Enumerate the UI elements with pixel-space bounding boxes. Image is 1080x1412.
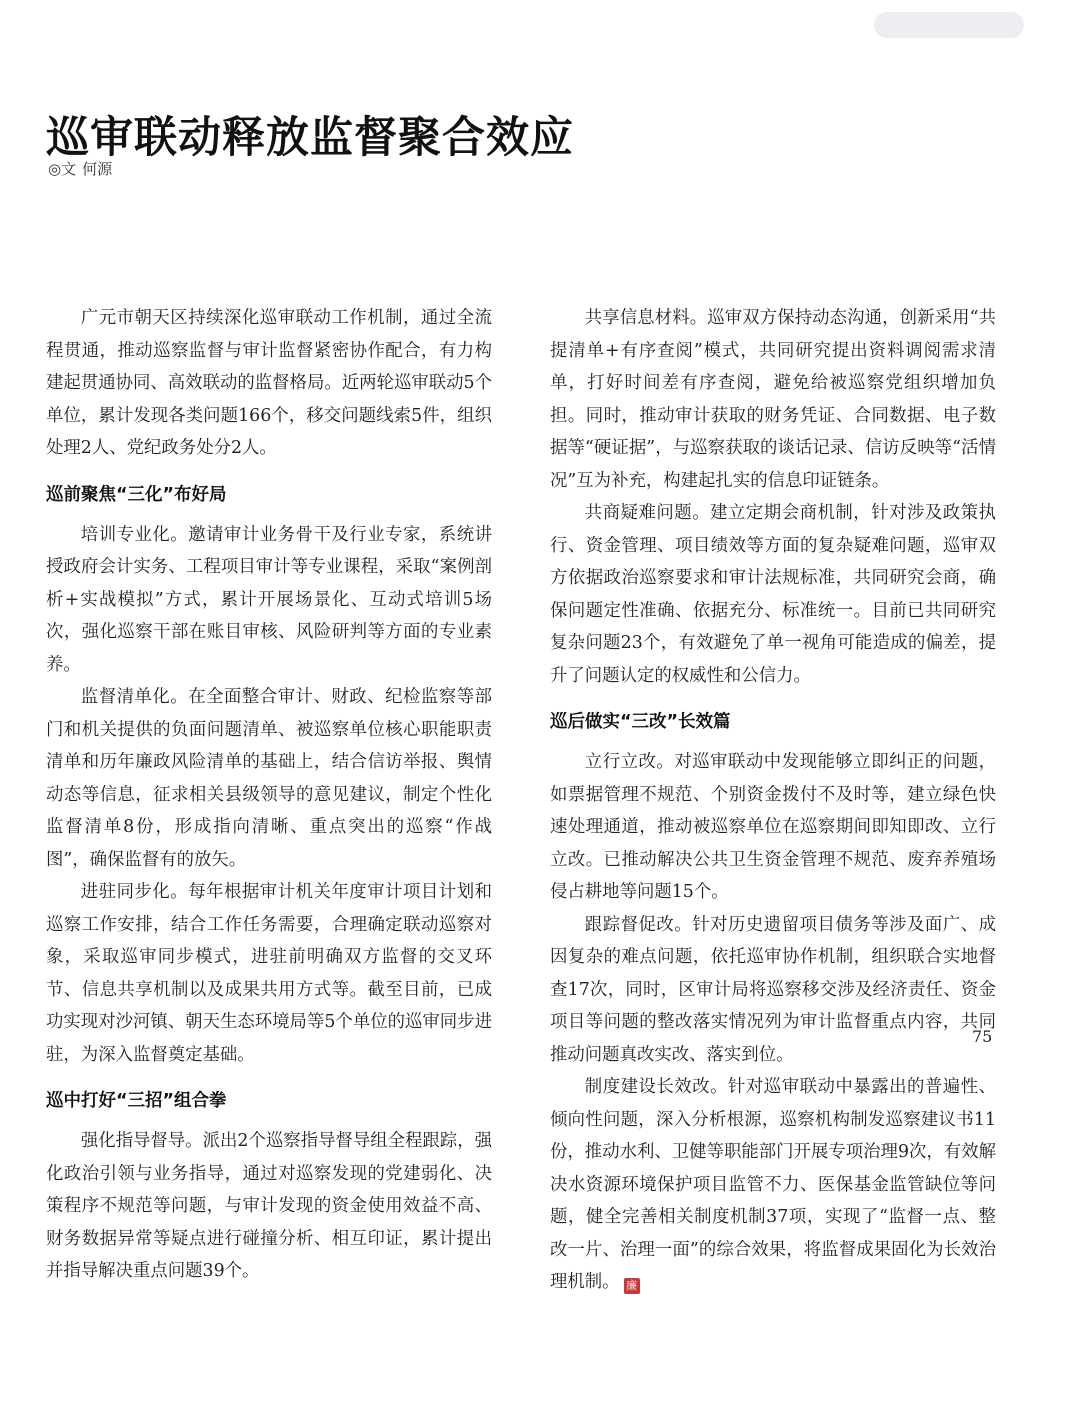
article-title: 巡审联动释放监督聚合效应	[46, 113, 574, 163]
paragraph-training: 培训专业化。邀请审计业务骨干及行业专家，系统讲授政府会计实务、工程项目审计等专业课程，采取“案例剖析+实战模拟”方式，累计开展场景化、互动式培训5场次，强化巡察干部在账目审核、风险研判等方面的专业素养。	[46, 524, 492, 675]
section-heading-during-inspection: 巡中打好“三招”组合拳	[46, 1091, 227, 1111]
page-number: 75	[972, 1027, 993, 1046]
paragraph-sync-entry: 进驻同步化。每年根据审计机关年度审计项目计划和巡察工作安排，结合工作任务需要，合理确定联动巡察对象，采取巡审同步模式，进驻前明确双方监督的交叉环节、信息共享机制以及成果共用方式等。截至目前，已成功实现对沙河镇、朝天生态环境局等5个单位的巡审同步进驻，为深入监督奠定基础。	[46, 882, 492, 1065]
section-heading-pre-inspection: 巡前聚焦“三化”布好局	[46, 484, 227, 505]
end-mark-icon: 廉	[624, 1278, 640, 1294]
paragraph-long-term-text: 制度建设长效改。针对巡审联动中暴露出的普遍性、倾向性问题，深入分析根源，巡察机构制发巡察建议书11份，推动水利、卫健等职能部门开展专项治理9次，有效解决水资源环境保护项目监管不力、医保基金监管缺位等问题，健全完善相关制度机制37项，实现了“监督一点、整改一片、治理一面”的综合效果，将监督成果固化为长效治理机制。	[550, 1077, 996, 1292]
intro-paragraph: 广元市朝天区持续深化巡审联动工作机制，通过全流程贯通，推动巡察监督与审计监督紧密协作配合，有力构建起贯通协同、高效联动的监督格局。近两轮巡审联动5个单位，累计发现各类问题166个，移交问题线索5件，组织处理2人、党纪政务处分2人。	[46, 308, 492, 458]
paragraph-follow-up: 跟踪督促改。针对历史遗留项目债务等涉及面广、成因复杂的难点问题，依托巡审协作机制，组织联合实地督查17次，同时，区审计局将巡察移交涉及经济责任、资金项目等问题的整改落实情况列为审计监督重点内容，共同推动问题真改实改、落实到位。	[550, 914, 996, 1065]
byline-prefix: ◎文	[48, 160, 77, 178]
section-heading-post-inspection: 巡后做实“三改”长效篇	[550, 712, 731, 732]
paragraph-joint-consult: 共商疑难问题。建立定期会商机制，针对涉及政策执行、资金管理、项目绩效等方面的复杂疑难问题，巡审双方依据政治巡察要求和审计法规标准，共同研究会商，确保问题定性准确、依据充分、标准统一。目前已共同研究复杂问题23个，有效避免了单一视角可能造成的偏差，提升了问题认定的权威性和公信力。	[550, 503, 996, 686]
byline	[48, 158, 112, 179]
paragraph-immediate-fix: 立行立改。对巡审联动中发现能够立即纠正的问题，如票据管理不规范、个别资金拨付不及时等，建立绿色快速处理通道，推动被巡察单位在巡察期间即知即改、立行立改。已推动解决公共卫生资金管理不规范、废弃养殖场侵占耕地等问题15个。	[550, 752, 996, 902]
paragraph-share-info: 共享信息材料。巡审双方保持动态沟通，创新采用“共提清单+有序查阅”模式，共同研究提出资料调阅需求清单，打好时间差有序查阅，避免给被巡察党组织增加负担。同时，推动审计获取的财务凭证、合同数据、电子数据等“硬证据”，与巡察获取的谈话记录、信访反映等“活情况”互为补充，构建起扎实的信息印证链条。	[550, 308, 996, 491]
author-name: 何源	[82, 160, 113, 178]
paragraph-checklist: 监督清单化。在全面整合审计、财政、纪检监察等部门和机关提供的负面问题清单、被巡察单位核心职能职责清单和历年廉政风险清单的基础上，结合信访举报、舆情动态等信息，征求相关县级领导的意见建议，制定个性化监督清单8份，形成指向清晰、重点突出的巡察“作战图”，确保监督有的放矢。	[46, 687, 492, 870]
left-column	[46, 302, 492, 1288]
paragraph-long-term	[550, 1071, 996, 1299]
right-column	[550, 302, 996, 1299]
ghost-section-tag	[874, 12, 1024, 38]
paragraph-guidance: 强化指导督导。派出2个巡察指导督导组全程跟踪，强化政治引领与业务指导，通过对巡察发现的党建弱化、决策程序不规范等问题，与审计发现的资金使用效益不高、财务数据异常等疑点进行碰撞分析、相互印证，累计提出并指导解决重点问题39个。	[46, 1131, 492, 1281]
